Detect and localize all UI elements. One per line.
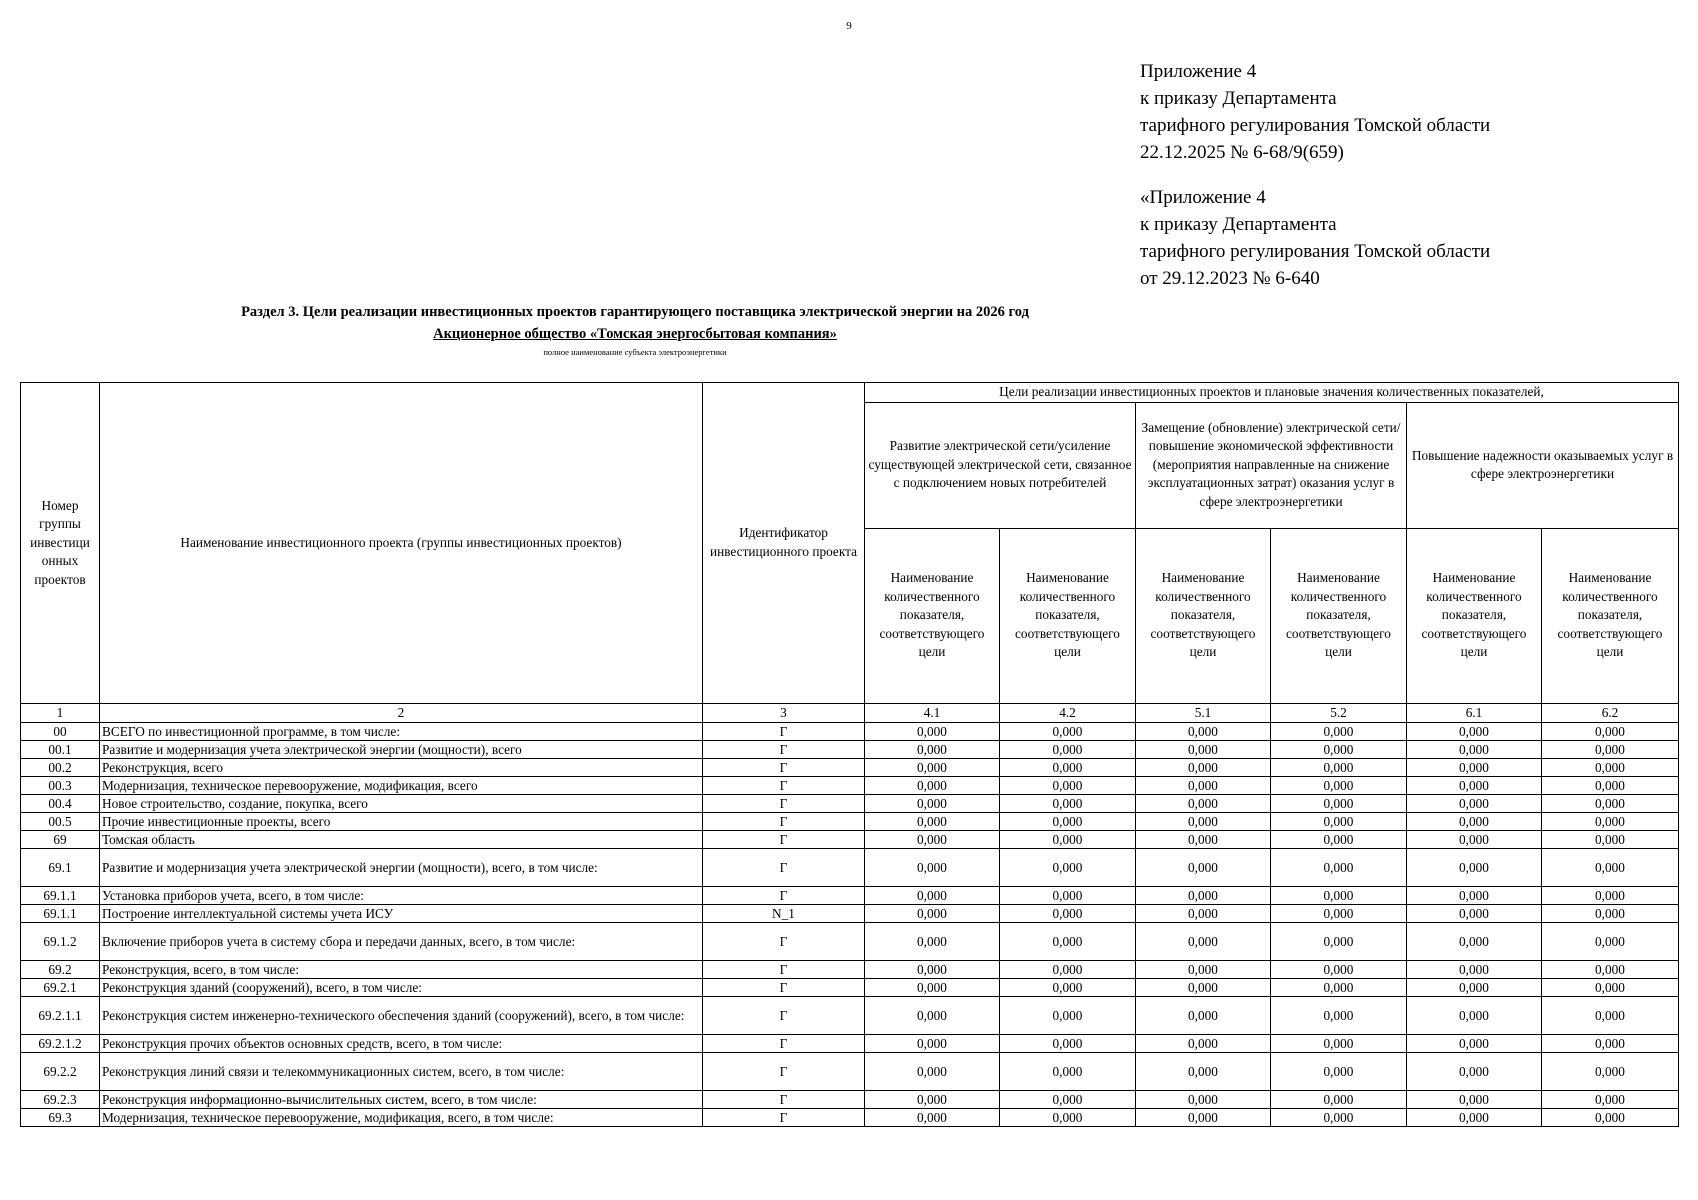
row-number: 00.5 xyxy=(21,813,100,831)
row-value: 0,000 xyxy=(1136,961,1271,979)
row-number: 69.2.3 xyxy=(21,1091,100,1109)
row-value: 0,000 xyxy=(1271,997,1407,1035)
row-name: Развитие и модернизация учета электрической энергии (мощности), всего xyxy=(100,741,703,759)
row-value: 0,000 xyxy=(1136,923,1271,961)
row-value: 0,000 xyxy=(1542,1053,1679,1091)
table-row xyxy=(21,1053,1679,1091)
row-id: Г xyxy=(703,1053,865,1091)
row-value: 0,000 xyxy=(1271,759,1407,777)
row-name: Установка приборов учета, всего, в том числе: xyxy=(100,887,703,905)
organization-name: Акционерное общество «Томская энергосбытовая компания» xyxy=(433,326,837,342)
appendix-header-previous xyxy=(1140,184,1490,292)
table-header xyxy=(21,383,1679,723)
row-value: 0,000 xyxy=(1542,795,1679,813)
table-row xyxy=(21,1109,1679,1127)
row-number: 00.4 xyxy=(21,795,100,813)
row-value: 0,000 xyxy=(1136,1035,1271,1053)
row-value: 0,000 xyxy=(1271,813,1407,831)
table-row xyxy=(21,1091,1679,1109)
appendix-line: от 29.12.2023 № 6-640 xyxy=(1140,268,1320,289)
row-id: Г xyxy=(703,795,865,813)
row-id: Г xyxy=(703,887,865,905)
table-row xyxy=(21,997,1679,1035)
row-value: 0,000 xyxy=(865,923,1000,961)
row-value: 0,000 xyxy=(1271,1035,1407,1053)
column-number: 2 xyxy=(100,703,703,723)
row-value: 0,000 xyxy=(1136,1053,1271,1091)
row-value: 0,000 xyxy=(1407,979,1542,997)
row-value: 0,000 xyxy=(865,1053,1000,1091)
row-value: 0,000 xyxy=(1000,887,1136,905)
table-row xyxy=(21,887,1679,905)
row-value: 0,000 xyxy=(865,723,1000,741)
row-value: 0,000 xyxy=(1407,741,1542,759)
row-value: 0,000 xyxy=(1542,831,1679,849)
row-id: N_1 xyxy=(703,905,865,923)
table-row xyxy=(21,813,1679,831)
row-value: 0,000 xyxy=(1136,979,1271,997)
row-value: 0,000 xyxy=(1271,961,1407,979)
header-goal-network-development: Развитие электрической сети/усиление существующей электрической сети, связанное с подключением новых потребителей xyxy=(865,402,1136,528)
row-value: 0,000 xyxy=(1000,777,1136,795)
table-row xyxy=(21,795,1679,813)
column-number: 4.1 xyxy=(865,703,1000,723)
row-value: 0,000 xyxy=(865,795,1000,813)
row-id: Г xyxy=(703,961,865,979)
row-value: 0,000 xyxy=(1407,723,1542,741)
row-value: 0,000 xyxy=(1271,1091,1407,1109)
row-value: 0,000 xyxy=(1136,849,1271,887)
row-name: Модернизация, техническое перевооружение, модификация, всего xyxy=(100,777,703,795)
row-value: 0,000 xyxy=(1000,1053,1136,1091)
row-value: 0,000 xyxy=(1407,1109,1542,1127)
row-value: 0,000 xyxy=(1407,923,1542,961)
table-row xyxy=(21,923,1679,961)
column-number: 4.2 xyxy=(1000,703,1136,723)
row-value: 0,000 xyxy=(1542,1035,1679,1053)
row-value: 0,000 xyxy=(1271,831,1407,849)
appendix-line: Приложение 4 xyxy=(1140,61,1257,82)
row-value: 0,000 xyxy=(865,777,1000,795)
header-goal-reliability: Повышение надежности оказываемых услуг в сфере электроэнергетики xyxy=(1407,402,1679,528)
column-number: 6.1 xyxy=(1407,703,1542,723)
column-number: 1 xyxy=(21,703,100,723)
header-project-name: Наименование инвестиционного проекта (группы инвестиционных проектов) xyxy=(100,383,703,704)
row-value: 0,000 xyxy=(1136,1091,1271,1109)
row-value: 0,000 xyxy=(1136,741,1271,759)
appendix-line: тарифного регулирования Томской области xyxy=(1140,115,1491,136)
row-value: 0,000 xyxy=(1000,979,1136,997)
row-value: 0,000 xyxy=(1407,1091,1542,1109)
row-name: Томская область xyxy=(100,831,703,849)
header-indicator: Наименование количественного показателя, соответствующего цели xyxy=(1542,528,1679,703)
row-id: Г xyxy=(703,741,865,759)
appendix-line: тарифного регулирования Томской области xyxy=(1140,241,1491,262)
row-value: 0,000 xyxy=(1271,849,1407,887)
page-number: 9 xyxy=(846,20,852,32)
row-value: 0,000 xyxy=(1542,923,1679,961)
row-name: Реконструкция зданий (сооружений), всего, в том числе: xyxy=(100,979,703,997)
row-value: 0,000 xyxy=(1271,723,1407,741)
row-value: 0,000 xyxy=(1271,1053,1407,1091)
row-name: Реконструкция информационно-вычислительных систем, всего, в том числе: xyxy=(100,1091,703,1109)
row-value: 0,000 xyxy=(1407,813,1542,831)
row-value: 0,000 xyxy=(865,849,1000,887)
row-value: 0,000 xyxy=(1542,905,1679,923)
row-value: 0,000 xyxy=(1000,759,1136,777)
row-value: 0,000 xyxy=(1407,887,1542,905)
row-number: 69 xyxy=(21,831,100,849)
row-id: Г xyxy=(703,1035,865,1053)
header-indicator: Наименование количественного показателя, соответствующего цели xyxy=(1136,528,1271,703)
row-value: 0,000 xyxy=(1542,961,1679,979)
row-value: 0,000 xyxy=(1271,905,1407,923)
row-id: Г xyxy=(703,831,865,849)
table-row xyxy=(21,961,1679,979)
row-value: 0,000 xyxy=(1407,1053,1542,1091)
column-numbers-row xyxy=(21,703,1679,723)
appendix-line: к приказу Департамента xyxy=(1140,214,1337,235)
row-number: 69.2 xyxy=(21,961,100,979)
table-row xyxy=(21,777,1679,795)
row-value: 0,000 xyxy=(1000,849,1136,887)
header-goals: Цели реализации инвестиционных проектов и плановые значения количественных показателей, xyxy=(865,383,1679,403)
row-value: 0,000 xyxy=(865,997,1000,1035)
row-number: 69.1.1 xyxy=(21,905,100,923)
table-row xyxy=(21,741,1679,759)
row-id: Г xyxy=(703,777,865,795)
header-indicator: Наименование количественного показателя, соответствующего цели xyxy=(1271,528,1407,703)
header-group-number: Номер группы инвестици онных проектов xyxy=(21,383,100,704)
header-project-id: Идентификатор инвестиционного проекта xyxy=(703,383,865,704)
row-value: 0,000 xyxy=(1542,741,1679,759)
column-number: 5.2 xyxy=(1271,703,1407,723)
row-name: Реконструкция, всего xyxy=(100,759,703,777)
row-number: 69.1.1 xyxy=(21,887,100,905)
row-value: 0,000 xyxy=(865,887,1000,905)
row-value: 0,000 xyxy=(1136,905,1271,923)
table-row xyxy=(21,723,1679,741)
row-value: 0,000 xyxy=(1136,795,1271,813)
table-row xyxy=(21,979,1679,997)
row-id: Г xyxy=(703,849,865,887)
row-value: 0,000 xyxy=(1271,979,1407,997)
row-number: 00.1 xyxy=(21,741,100,759)
organization-caption: полное наименование субъекта электроэнергетики xyxy=(543,347,727,357)
row-name: Новое строительство, создание, покупка, всего xyxy=(100,795,703,813)
row-value: 0,000 xyxy=(1542,887,1679,905)
row-value: 0,000 xyxy=(865,961,1000,979)
row-value: 0,000 xyxy=(1271,923,1407,961)
row-name: Реконструкция, всего, в том числе: xyxy=(100,961,703,979)
row-id: Г xyxy=(703,923,865,961)
row-number: 69.3 xyxy=(21,1109,100,1127)
row-value: 0,000 xyxy=(1542,1091,1679,1109)
section-title: Раздел 3. Цели реализации инвестиционных проектов гарантирующего поставщика электрической энергии на 2026 год xyxy=(241,304,1029,320)
row-value: 0,000 xyxy=(1000,813,1136,831)
row-value: 0,000 xyxy=(865,813,1000,831)
row-name: Реконструкция прочих объектов основных средств, всего, в том числе: xyxy=(100,1035,703,1053)
row-value: 0,000 xyxy=(1000,961,1136,979)
row-id: Г xyxy=(703,759,865,777)
row-value: 0,000 xyxy=(1407,997,1542,1035)
row-name: Прочие инвестиционные проекты, всего xyxy=(100,813,703,831)
row-number: 00 xyxy=(21,723,100,741)
table-row xyxy=(21,759,1679,777)
row-value: 0,000 xyxy=(865,1035,1000,1053)
appendix-header-current xyxy=(1140,58,1490,166)
row-value: 0,000 xyxy=(1542,813,1679,831)
row-value: 0,000 xyxy=(865,831,1000,849)
row-value: 0,000 xyxy=(1000,741,1136,759)
row-value: 0,000 xyxy=(865,979,1000,997)
row-id: Г xyxy=(703,1109,865,1127)
row-value: 0,000 xyxy=(1407,777,1542,795)
row-value: 0,000 xyxy=(1271,777,1407,795)
row-number: 69.2.1 xyxy=(21,979,100,997)
row-number: 69.2.2 xyxy=(21,1053,100,1091)
row-value: 0,000 xyxy=(1407,905,1542,923)
row-value: 0,000 xyxy=(1542,1109,1679,1127)
column-number: 6.2 xyxy=(1542,703,1679,723)
row-name: Реконструкция систем инженерно-технического обеспечения зданий (сооружений), всего, в том числе: xyxy=(100,997,703,1035)
row-value: 0,000 xyxy=(1542,723,1679,741)
header-indicator: Наименование количественного показателя, соответствующего цели xyxy=(865,528,1000,703)
row-value: 0,000 xyxy=(1000,997,1136,1035)
row-number: 00.2 xyxy=(21,759,100,777)
row-value: 0,000 xyxy=(865,759,1000,777)
row-value: 0,000 xyxy=(1407,759,1542,777)
row-value: 0,000 xyxy=(1000,1091,1136,1109)
row-value: 0,000 xyxy=(1136,759,1271,777)
appendix-line: «Приложение 4 xyxy=(1140,187,1266,208)
row-value: 0,000 xyxy=(1136,887,1271,905)
row-name: Включение приборов учета в систему сбора и передачи данных, всего, в том числе: xyxy=(100,923,703,961)
row-value: 0,000 xyxy=(1136,777,1271,795)
header-indicator: Наименование количественного показателя, соответствующего цели xyxy=(1000,528,1136,703)
row-name: ВСЕГО по инвестиционной программе, в том числе: xyxy=(100,723,703,741)
table-row xyxy=(21,1035,1679,1053)
header-goal-network-replacement: Замещение (обновление) электрической сети/повышение экономической эффективности (мероприятия направленные на снижение эксплуатационных затрат) оказания услуг в сфере электроэнергетики xyxy=(1136,402,1407,528)
row-value: 0,000 xyxy=(1000,905,1136,923)
table-row xyxy=(21,849,1679,887)
row-value: 0,000 xyxy=(1136,997,1271,1035)
row-value: 0,000 xyxy=(1542,979,1679,997)
appendix-line: к приказу Департамента xyxy=(1140,88,1337,109)
row-value: 0,000 xyxy=(1542,849,1679,887)
row-value: 0,000 xyxy=(1407,831,1542,849)
row-id: Г xyxy=(703,1091,865,1109)
row-value: 0,000 xyxy=(865,905,1000,923)
row-value: 0,000 xyxy=(1407,795,1542,813)
row-name: Модернизация, техническое перевооружение, модификация, всего, в том числе: xyxy=(100,1109,703,1127)
table-row xyxy=(21,905,1679,923)
row-value: 0,000 xyxy=(1136,831,1271,849)
table-row xyxy=(21,831,1679,849)
row-value: 0,000 xyxy=(1407,849,1542,887)
row-value: 0,000 xyxy=(1271,887,1407,905)
row-value: 0,000 xyxy=(1000,1109,1136,1127)
column-number: 5.1 xyxy=(1136,703,1271,723)
row-value: 0,000 xyxy=(1000,923,1136,961)
row-value: 0,000 xyxy=(1271,795,1407,813)
row-value: 0,000 xyxy=(1000,1035,1136,1053)
row-value: 0,000 xyxy=(1000,831,1136,849)
row-value: 0,000 xyxy=(1136,1109,1271,1127)
row-value: 0,000 xyxy=(1407,1035,1542,1053)
row-number: 69.2.1.1 xyxy=(21,997,100,1035)
row-value: 0,000 xyxy=(1271,1109,1407,1127)
row-value: 0,000 xyxy=(1542,777,1679,795)
table-body xyxy=(21,723,1679,1127)
header-indicator: Наименование количественного показателя, соответствующего цели xyxy=(1407,528,1542,703)
row-id: Г xyxy=(703,723,865,741)
row-value: 0,000 xyxy=(865,741,1000,759)
appendix-line: 22.12.2025 № 6-68/9(659) xyxy=(1140,142,1344,163)
row-number: 00.3 xyxy=(21,777,100,795)
column-number: 3 xyxy=(703,703,865,723)
row-value: 0,000 xyxy=(865,1109,1000,1127)
row-value: 0,000 xyxy=(1271,741,1407,759)
row-name: Реконструкция линий связи и телекоммуникационных систем, всего, в том числе: xyxy=(100,1053,703,1091)
row-id: Г xyxy=(703,813,865,831)
row-id: Г xyxy=(703,997,865,1035)
row-value: 0,000 xyxy=(1542,759,1679,777)
row-value: 0,000 xyxy=(1136,723,1271,741)
row-value: 0,000 xyxy=(1000,723,1136,741)
row-value: 0,000 xyxy=(1000,795,1136,813)
row-value: 0,000 xyxy=(1542,997,1679,1035)
row-id: Г xyxy=(703,979,865,997)
row-name: Развитие и модернизация учета электрической энергии (мощности), всего, в том числе: xyxy=(100,849,703,887)
row-value: 0,000 xyxy=(1136,813,1271,831)
investment-goals-table xyxy=(20,382,1679,1127)
row-number: 69.1 xyxy=(21,849,100,887)
row-number: 69.2.1.2 xyxy=(21,1035,100,1053)
row-value: 0,000 xyxy=(865,1091,1000,1109)
row-number: 69.1.2 xyxy=(21,923,100,961)
row-value: 0,000 xyxy=(1407,961,1542,979)
row-name: Построение интеллектуальной системы учета ИСУ xyxy=(100,905,703,923)
